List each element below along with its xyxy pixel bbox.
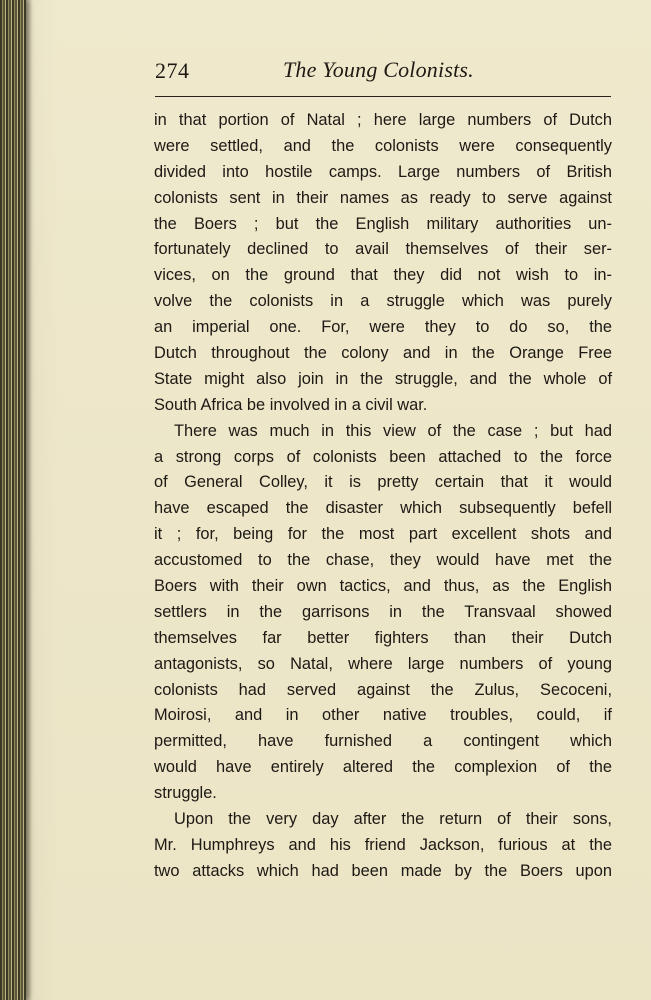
text-line: Moirosi, and in other native troubles, could, if	[154, 706, 612, 725]
text-line: Dutch throughout the colony and in the Orange Free	[154, 344, 612, 363]
running-title: The Young Colonists.	[283, 57, 474, 82]
text-line: fortunately declined to avail themselves of their ser-	[154, 240, 612, 259]
text-line: a strong corps of colonists been attached to the force	[154, 447, 612, 466]
paragraph	[154, 807, 612, 885]
paragraph	[154, 108, 612, 419]
text-line: it ; for, being for the most part excellent shots and	[154, 525, 612, 544]
text-line: South Africa be involved in a civil war.	[154, 395, 428, 414]
text-line: antagonists, so Natal, where large numbers of young	[154, 654, 612, 673]
text-line: two attacks which had been made by the Boers upon	[154, 861, 612, 880]
text-line: struggle.	[154, 784, 217, 803]
text-line: themselves far better fighters than their Dutch	[154, 628, 612, 647]
text-line: the Boers ; but the English military authorities un-	[154, 214, 612, 233]
text-line: colonists had served against the Zulus, Secoceni,	[154, 680, 612, 699]
body-text	[154, 108, 612, 885]
text-line: settlers in the garrisons in the Transvaal showed	[154, 602, 612, 621]
text-line: There was much in this view of the case ; but had	[174, 421, 612, 440]
text-line: accustomed to the chase, they would have met the	[154, 551, 612, 570]
text-line: Upon the very day after the return of their sons,	[174, 810, 612, 829]
text-line: vices, on the ground that they did not wish to in-	[154, 266, 612, 285]
page-header	[155, 52, 613, 86]
page-number: 274	[155, 58, 190, 83]
text-line: have escaped the disaster which subsequently befell	[154, 499, 612, 518]
text-line: permitted, have furnished a contingent which	[154, 732, 612, 751]
text-line: in that portion of Natal ; here large numbers of Dutch	[154, 111, 612, 129]
text-line: colonists sent in their names as ready to serve against	[154, 188, 612, 207]
paragraph	[154, 419, 612, 807]
header-rule	[155, 96, 611, 97]
text-line: of General Colley, it is pretty certain that it would	[154, 473, 612, 492]
text-line: were settled, and the colonists were consequently	[154, 136, 612, 155]
text-line: an imperial one. For, were they to do so, the	[154, 318, 612, 337]
text-line: Mr. Humphreys and his friend Jackson, furious at the	[154, 835, 612, 854]
text-line: volve the colonists in a struggle which was purely	[154, 292, 612, 311]
book-binding-edge	[0, 0, 26, 1000]
text-line: Boers with their own tactics, and thus, as the English	[154, 577, 612, 596]
text-line: State might also join in the struggle, and the whole of	[154, 369, 612, 388]
text-line: would have entirely altered the complexion of the	[154, 758, 612, 777]
text-line: divided into hostile camps. Large numbers of British	[154, 162, 612, 181]
